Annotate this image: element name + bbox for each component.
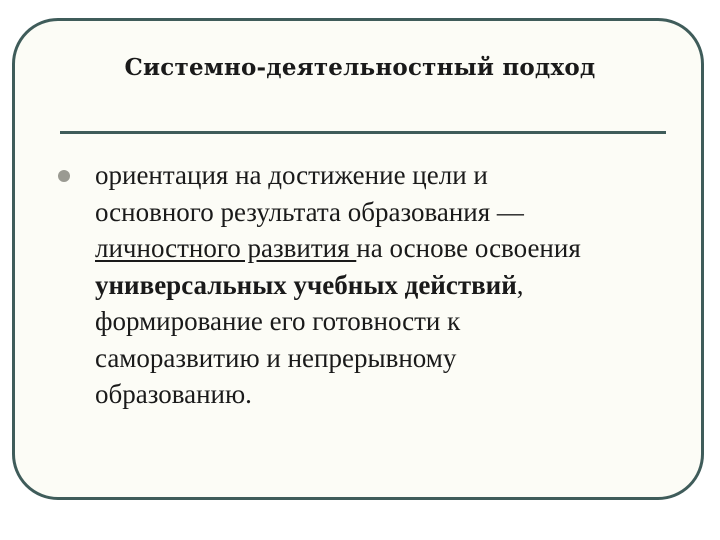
bullet-icon bbox=[58, 170, 70, 182]
bullet-line-4-rest: , bbox=[516, 269, 524, 300]
bullet-line-3-rest: на основе освоения bbox=[356, 233, 581, 263]
bullet-line-4 bbox=[95, 267, 670, 304]
bullet-text bbox=[95, 157, 670, 413]
underlined-phrase: личностного развития bbox=[95, 233, 357, 263]
bullet-line-7: образованию. bbox=[95, 379, 252, 409]
bullet-line-5: формирование его готовности к bbox=[95, 306, 461, 336]
bullet-line-2: основного результата образования — bbox=[95, 196, 524, 227]
title-divider bbox=[60, 131, 666, 134]
bullet-line-3 bbox=[95, 230, 670, 267]
bullet-line-1: ориентация на достижение цели и bbox=[95, 160, 488, 190]
bold-phrase: универсальных учебных действий bbox=[95, 269, 517, 300]
bullet-line-6: саморазвитию и непрерывному bbox=[95, 342, 457, 373]
slide-title: Системно-деятельностный подход bbox=[124, 54, 596, 81]
